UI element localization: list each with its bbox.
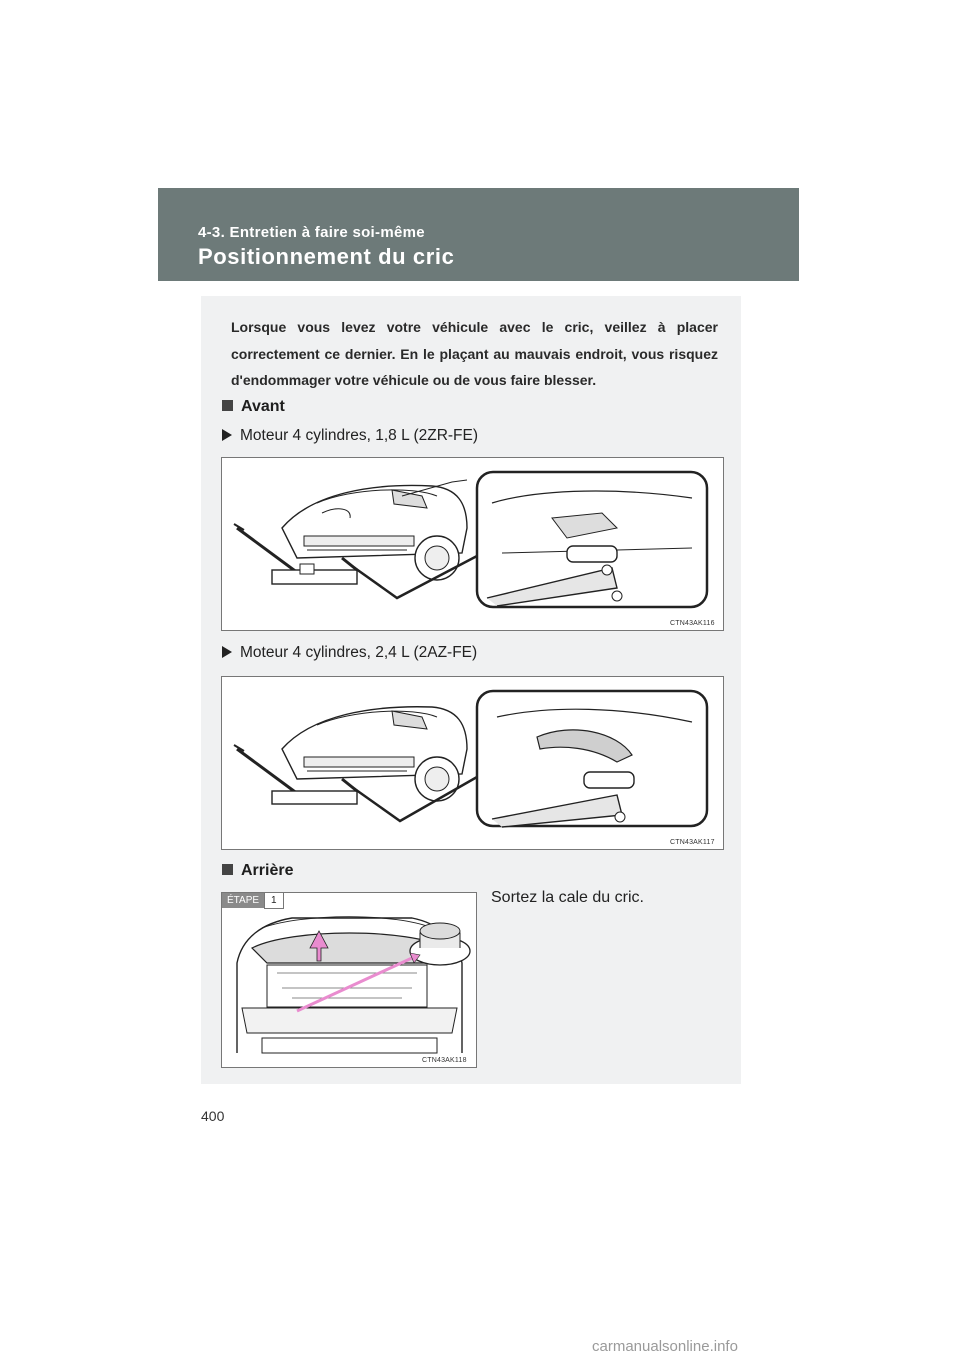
car-front-jack-illustration: [222, 458, 723, 630]
intro-paragraph: Lorsque vous levez votre véhicule avec le cric, veillez à placer correctement ce dernier. En le plaçant au mauvais endroit, vous risquez d'endommager votre véhicule ou de vous faire blesser.: [231, 319, 718, 388]
figure-trunk-jack-block: [221, 892, 477, 1068]
square-bullet-icon: [222, 400, 233, 411]
step-instruction: Sortez la cale du cric.: [491, 889, 644, 906]
watermark[interactable]: carmanualsonline.info: [592, 1338, 738, 1355]
front-item-2: Moteur 4 cylindres, 2,4 L (2AZ-FE): [222, 644, 477, 662]
figure-2az-fe-jack-point: [221, 676, 724, 850]
trunk-illustration: [222, 893, 476, 1067]
front-item-1: Moteur 4 cylindres, 1,8 L (2ZR-FE): [222, 427, 478, 445]
front-heading: Avant: [222, 398, 285, 416]
figure-code: CTN43AK116: [670, 620, 715, 627]
figure-code: CTN43AK117: [670, 839, 715, 846]
step-badge: ÉTAPE 1: [222, 893, 284, 908]
section-title: 4-3. Entretien à faire soi-même: [198, 224, 425, 241]
triangle-bullet-icon: [222, 429, 232, 441]
figure-2zr-fe-jack-point: [221, 457, 724, 631]
car-front-jack-illustration: [222, 677, 723, 849]
rear-heading: Arrière: [222, 862, 293, 880]
chapter-header: [158, 188, 799, 281]
figure-code: CTN43AK118: [422, 1057, 467, 1064]
page-number: 400: [201, 1108, 225, 1124]
triangle-bullet-icon: [222, 646, 232, 658]
square-bullet-icon: [222, 864, 233, 875]
page-title: Positionnement du cric: [198, 244, 455, 269]
